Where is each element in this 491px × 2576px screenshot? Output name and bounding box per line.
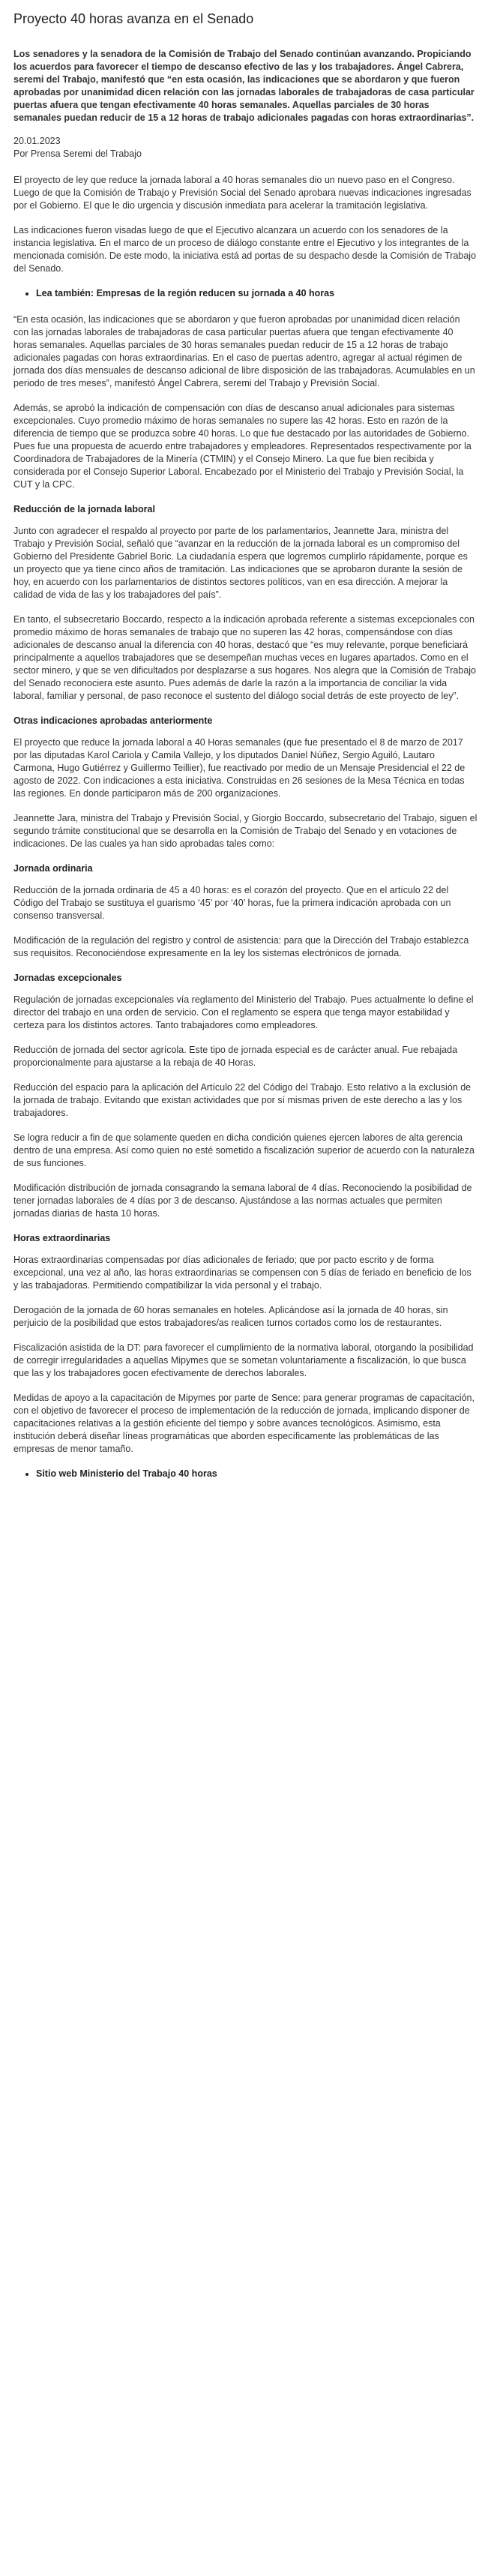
paragraph: Derogación de la jornada de 60 horas semanales en hoteles. Aplicándose así la jornada de 40 horas, sin perjuicio de la posibilidad que estos trabajadores/as realicen turnos cortados como los de restaurantes.	[13, 1305, 448, 1328]
article-meta	[13, 135, 478, 160]
related-item	[36, 287, 478, 300]
paragraph: Reducción de jornada del sector agrícola. Este tipo de jornada especial es de carácter anual. Fue rebajada proporcionalmente para ajustarse a la rebaja de 40 Horas.	[13, 1045, 458, 1068]
paragraph: Modificación distribución de jornada consagrando la semana laboral de 4 días. Reconociendo la posibilidad de tener jornadas laborales de 4 días por 3 de descanso. Ajustándose a las normas actuales que permiten jornadas diarias de hasta 10 horas.	[13, 1183, 472, 1219]
paragraph: Reducción del espacio para la aplicación del Artículo 22 del Código del Trabajo. Esto relativo a la exclusión de la jornada de trabajo. Evitando que existan actividades que por sí mismas priven de este derecho a las y los trabajadores.	[13, 1082, 472, 1118]
related-list	[13, 1468, 478, 1480]
paragraph: En tanto, el subsecretario Boccardo, respecto a la indicación aprobada referente a sistemas excepcionales con promedio máximo de horas semanales de trabajo que no superen las 42 horas, compensándose con días adicionales de descanso anual la diferencia con 40 horas, destacó que “es muy relevante, porque beneficiará principalmente a aquellos trabajadores que se desempeñan muchas veces en lugares apartados. Como en el sector minero, y que se ven dificultados por desplazarse a sus hogares. Nos alegra que la Comisión de Trabajo del Senado reconociera este asunto. Pues además de darle la razón a la importancia de conciliar la vida laboral, familiar y personal, de paso reconoce el sustento del diálogo social detrás de este proyecto de ley”.	[13, 614, 477, 701]
paragraph: Regulación de jornadas excepcionales vía reglamento del Ministerio del Trabajo. Pues actualmente lo define el director del trabajo en una orden de servicio. Con el reglamento se espera que tenga mayor estabilidad y certeza para los distintos actores. Tanto trabajadores como empleadores.	[13, 994, 474, 1030]
paragraph: Jeannette Jara, ministra del Trabajo y Previsión Social, y Giorgio Boccardo, subsecretario del Trabajo, siguen el segundo trámite constitucional que se desarrolla en la Comisión de Trabajo del Senado y en votaciones de indicaciones. De las cuales ya han sido aprobadas tales como:	[13, 813, 478, 849]
paragraph: Medidas de apoyo a la capacitación de Mipymes por parte de Sence: para generar programas de capacitación, con el objetivo de favorecer el proceso de implementación de la reducción de jornada, implicando disponer de capacitaciones relativas a la gestión eficiente del tiempo y sobre avances tecnológicos. Asimismo, esta institución deberá diseñar líneas programáticas que aborden específicamente las problemáticas de las empresas de menor tamaño.	[13, 1393, 475, 1454]
paragraph: Reducción de la jornada ordinaria de 45 a 40 horas: es el corazón del proyecto. Que en el artículo 22 del Código del Trabajo se sustituya el guarismo ‘45’ por ‘40’ horas, fue la primera indicación aprobada con un consenso transversal.	[13, 885, 451, 921]
related-link[interactable]: Lea también: Empresas de la región reducen su jornada a 40 horas	[36, 288, 335, 298]
paragraph: Modificación de la regulación del registro y control de asistencia: para que la Dirección del Trabajo establezca sus requisitos. Reconociéndose expresamente en la ley los sistemas electrónicos de jornada.	[13, 935, 469, 958]
paragraph: El proyecto de ley que reduce la jornada laboral a 40 horas semanales dio un nuevo paso en el Congreso. Luego de que la Comisión de Trabajo y Previsión Social del Senado aprobara nuevas indicaciones ingresadas por el Gobierno. El que le dio urgencia y discusión inmediata para acelerar la tramitación legislativa.	[13, 175, 472, 211]
paragraph: Además, se aprobó la indicación de compensación con días de descanso anual adicionales para sistemas excepcionales. Cuyo promedio máximo de horas semanales no supere las 42 horas. Esto en razón de la diferencia de tiempo que se produzca sobre 40 horas. Lo que fue destacado por las autoridades de Gobierno. Pues fue una propuesta de acuerdo entre trabajadores y empleadores. Representados respectivamente por la Coordinadora de Trabajadores de la Minería (CTMIN) y el Consejo Minero. La que fue bien recibida y considerada por el Consejo Superior Laboral. Encabezado por el Ministerio del Trabajo y Previsión Social, la CUT y la CPC.	[13, 403, 472, 490]
paragraph: Se logra reducir a fin de que solamente queden en dicha condición quienes ejercen labores de alta gerencia dentro de una empresa. Así como quien no esté sometido a fiscalización superior de acuerdo con la naturaleza de sus funciones.	[13, 1132, 475, 1168]
paragraph: Las indicaciones fueron visadas luego de que el Ejecutivo alcanzara un acuerdo con los senadores de la instancia legislativa. En el marco de un proceso de diálogo constante entre el Ejecutivo y los integrantes de la mencionada comisión. De este modo, la iniciativa está ad portas de su despacho desde la Comisión de Trabajo del Senado.	[13, 225, 477, 274]
paragraph: Horas extraordinarias compensadas por días adicionales de feriado; que por pacto escrito y de forma excepcional, una vez al año, las horas extraordinarias se compensen con 5 días de feriado en beneficio de los y las trabajadoras. Permitiendo compatibilizar la vida personal y el trabajo.	[13, 1255, 472, 1291]
article-lead: Los senadores y la senadora de la Comisión de Trabajo del Senado continúan avanzando. Propiciando los acuerdos para favorecer el tiempo de descanso efectivo de las y los trabajadores. Ángel Cabrera, seremi del Trabajo, manifestó que “en esta ocasión, las indicaciones que se abordaron y que fueron aprobadas por unanimidad dicen relación con las jornadas laborales de trabajadoras de casa particular puertas afuera que tengan efectivamente 40 horas semanales. Aquellas parciales de 30 horas semanales puedan reducir de 15 a 12 horas de trabajo adicionales pagadas con horas extraordinarias”.	[13, 49, 475, 123]
paragraph: Fiscalización asistida de la DT: para favorecer el cumplimiento de la normativa laboral, otorgando la posibilidad de corregir irregularidades a aquellas Mipymes que se sometan voluntariamente a fiscalización, lo que busca que las y los trabajadores gocen efectivamente de derechos laborales.	[13, 1342, 474, 1378]
section-heading: Reducción de la jornada laboral	[13, 504, 155, 514]
paragraph: Junto con agradecer el respaldo al proyecto por parte de los parlamentarios, Jeannette Jara, ministra del Trabajo y Previsión Social, señaló que “avanzar en la reducción de la jornada laboral es un compromiso del Gobierno del Presidente Gabriel Boric. La ciudadanía espera que logremos cumplirlo rápidamente, porque es un proyecto que ya tiene cinco años de tramitación. Las indicaciones que se aprobaron durante la sesión de hoy, en acuerdo con los parlamentarios de distintos sectores políticos, van en esa dirección. A mejorar la calidad de vida de las y los trabajadores del país”.	[13, 526, 468, 600]
paragraph: “En esta ocasión, las indicaciones que se abordaron y que fueron aprobadas por unanimidad dicen relación con las jornadas laborales de trabajadoras de casa particular puertas afuera que tengan efectivamente 40 horas semanales. Aquellas parciales de 30 horas semanales puedan reducir de 15 a 12 horas de trabajo adicionales pagadas con horas extraordinarias. En el caso de puertas adentro, agregar al actual régimen de jornada dos días mensuales de descanso adicional de libre disposición de las trabajadoras. Acumulables en un periodo de tres meses”, manifestó Ángel Cabrera, seremi del Trabajo y Previsión Social.	[13, 314, 475, 388]
section-heading: Otras indicaciones aprobadas anteriormente	[13, 715, 213, 726]
article-date: 20.01.2023	[13, 136, 61, 146]
ministry-website-link[interactable]: Sitio web Ministerio del Trabajo 40 horas	[36, 1468, 217, 1479]
related-item	[36, 1468, 478, 1480]
article-title: Proyecto 40 horas avanza en el Senado	[13, 11, 254, 26]
paragraph: El proyecto que reduce la jornada laboral a 40 Horas semanales (que fue presentado el 8 de marzo de 2017 por las diputadas Karol Cariola y Camila Vallejo, y los diputados Daniel Núñez, Sergio Aguiló, Lautaro Carmona, Hugo Gutiérrez y Guillermo Teillier), fue reactivado por medio de un Mensaje Presidencial el 22 de agosto de 2022. Con indicaciones a esta iniciativa. Construidas en 26 sesiones de la Mesa Técnica en todas las regiones. En donde participaron más de 200 organizaciones.	[13, 737, 466, 799]
article-author: Por Prensa Seremi del Trabajo	[13, 148, 142, 159]
section-heading: Jornadas excepcionales	[13, 973, 122, 983]
section-heading: Jornada ordinaria	[13, 863, 93, 874]
section-heading: Horas extraordinarias	[13, 1233, 111, 1243]
related-list	[13, 287, 478, 300]
